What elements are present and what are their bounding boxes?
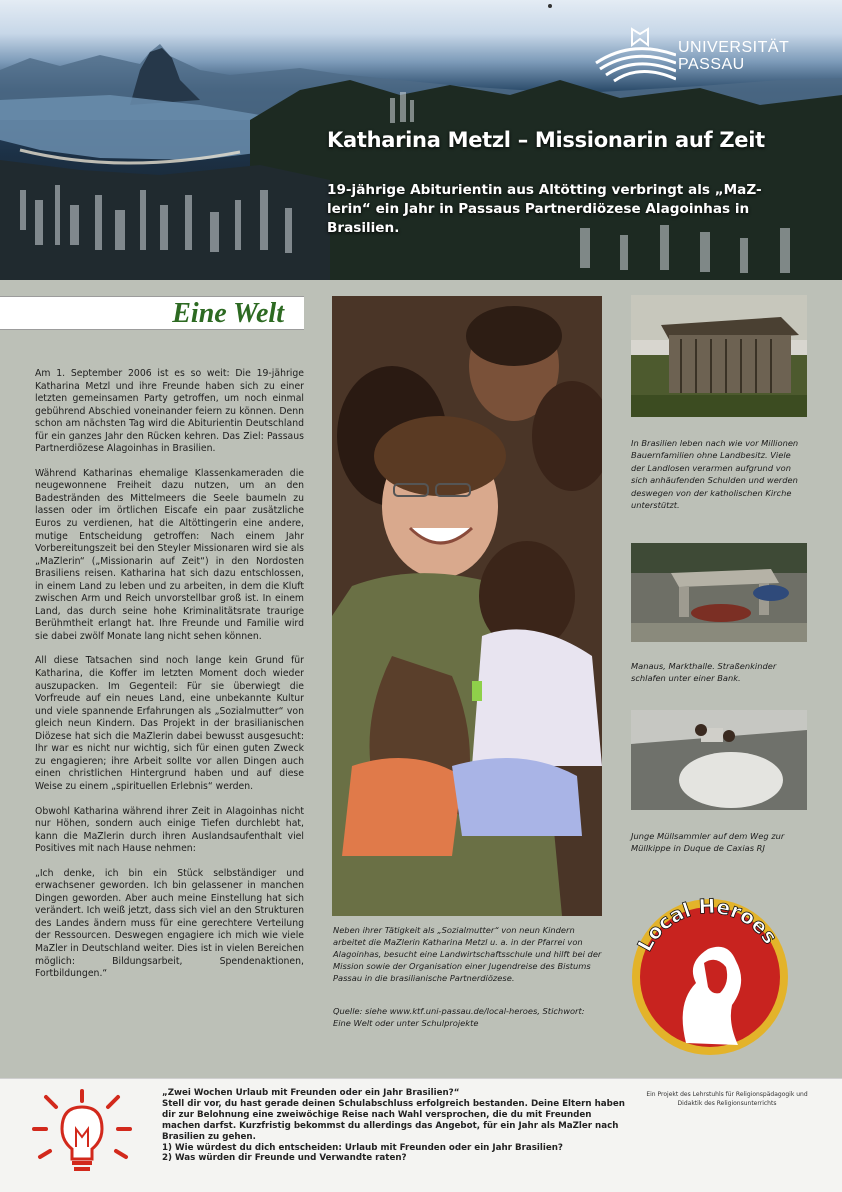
question-item: 2) Was würden dir Freunde und Verwandte raten? bbox=[162, 1153, 407, 1164]
logo-line-1: UNIVERSITÄT bbox=[678, 39, 790, 56]
section-title: Eine Welt bbox=[172, 298, 284, 329]
question-title: „Zwei Wochen Urlaub mit Freunden oder ein Jahr Brasilien?“ bbox=[162, 1088, 460, 1098]
side-photo-waste bbox=[631, 710, 807, 810]
group-portrait-image bbox=[332, 296, 602, 916]
side-caption-1: In Brasilien leben nach wie vor Millionen Bauernfamilien ohne Landbesitz. Viele der Landlosen verarmen aufgrund von sich anhäufenden Schulden und werden deswegen von der katholischen Kirche unterstützt. bbox=[631, 438, 799, 511]
side-photo-hut bbox=[631, 295, 807, 417]
street-children-bench-image bbox=[631, 543, 807, 642]
lightbulb-icon bbox=[28, 1089, 138, 1177]
hut-image bbox=[631, 295, 807, 417]
waste-collectors-image bbox=[631, 710, 807, 810]
question-item: 1) Wie würdest du dich entscheiden: Urlaub mit Freunden oder ein Jahr Brasilien? bbox=[162, 1142, 563, 1153]
source-reference: Quelle: siehe www.ktf.uni-passau.de/local-heroes, Stichwort: Eine Welt oder unter Schulprojekte bbox=[333, 1006, 585, 1028]
side-photo-bench bbox=[631, 543, 807, 642]
header-banner bbox=[0, 0, 842, 280]
article-quote: „Ich denke, ich bin ein Stück selbständiger und erwachsener geworden. Ich bin gelassener in manchen Dingen geworden. Aber auch meine Einstellung hat sich verändert. Ich weiß jetzt, dass sich viel an den Strukturen des Landes ändern muss für eine gerechtere Verteilung der Ressourcen. Deswegen engagiere ich mich wie viele MaZler in Deutschland weiter. Dies ist in vielen Bereichen möglich: Bildungsarbeit, Spendenaktionen, Fortbildungen.“ bbox=[35, 867, 304, 980]
page-subtitle: 19-jährige Abiturientin aus Altötting verbringt als „MaZ-lerin“ ein Jahr in Passaus Partnerdiözese Alagoinhas in Brasilien. bbox=[327, 182, 762, 236]
side-caption-3: Junge Müllsammler auf dem Weg zur Müllkippe in Duque de Caxias RJ bbox=[631, 831, 785, 854]
section-banner bbox=[0, 296, 304, 330]
main-photo-caption: Neben ihrer Tätigkeit als „Sozialmutter“ von neun Kindern arbeitet die MaZlerin Katharina Metzl u. a. in der Pfarrei von Alagoinhas, besucht eine Landwirtschaftsschule und hilft bei der Mission sowie der Organisation einer Jugendreise des Bistums Passau in die brasilianische Partnerdiözese. bbox=[333, 925, 602, 983]
article-paragraph: Am 1. September 2006 ist es so weit: Die 19-jährige Katharina Metzl und ihre Freunde haben sich zu einer letzten gemeinsamen Party getroffen, um noch einmal gebührend Abschied voneinander feiern zu können. Denn schon am nächsten Tag wird die Abiturientin Deutschland für ein ganzes Jahr den Rücken kehren. Das Ziel: Passaus Partnerdiözese Alagoinhas in Brasilien. bbox=[35, 368, 304, 455]
article-body bbox=[35, 368, 304, 993]
article-paragraph: All diese Tatsachen sind noch lange kein Grund für Katharina, die Koffer im letzten Moment doch wieder auszupacken. Im Gegenteil: Für sie überwiegt die Vorfreude auf ein neues Land, eine unbekannte Kultur und viele spannende Erfahrungen als „Sozialmutter“ von gleich neun Kindern. Das Projekt in der brasilianischen Diözese hat sich die MaZlerin dabei bewusst ausgesucht: Ihr war es nicht nur wichtig, sich für einen guten Zweck zu engagieren; ihre Arbeit sollte vor allen Dingen auch einen christlichen Hintergrund haben und auf diese Weise zu einem „spirituellen Erlebnis“ werden. bbox=[35, 655, 304, 792]
university-logo bbox=[592, 25, 822, 87]
local-heroes-emblem-icon bbox=[616, 883, 796, 1063]
question-body: Stell dir vor, du hast gerade deinen Schulabschluss erfolgreich bestanden. Deine Eltern haben dir zur Belohnung eine zweiwöchige Reise nach Wahl versprochen, die du mit Freunden machen darfst. Kurzfristig bekommst du allerdings das Angebot, für ein Jahr als MaZler nach Brasilien zu gehen. bbox=[162, 1098, 625, 1142]
article-paragraph: Obwohl Katharina während ihrer Zeit in Alagoinhas nicht nur Höhen, sondern auch einige Tiefen durchlebt hat, kann die MaZlerin durch ihren Auslandsaufenthalt viel Positives mit nach Hause nehmen: bbox=[35, 805, 304, 855]
local-heroes-badge bbox=[616, 883, 796, 1063]
university-emblem-icon bbox=[592, 25, 676, 85]
project-credit: Ein Projekt des Lehrstuhls für Religionspädagogik und Didaktik des Religionsunterrichts bbox=[646, 1091, 808, 1107]
side-caption-2: Manaus, Markthalle. Straßenkinder schlafen unter einer Bank. bbox=[631, 661, 777, 684]
page-title: Katharina Metzl – Missionarin auf Zeit bbox=[327, 128, 765, 152]
discussion-questions bbox=[162, 1088, 632, 1164]
main-photo-children bbox=[332, 296, 602, 916]
logo-line-2: PASSAU bbox=[678, 56, 745, 73]
article-paragraph: Während Katharinas ehemalige Klassenkameraden die neugewonnene Freiheit dazu nutzen, um an den Badestränden des Mittelmeers die Seele baumeln zu lassen oder im örtlichen Eiscafe ein paar zusätzliche Euros zu verdienen, hat die Altöttingerin eine andere, mutige Entscheidung getroffen: Nach einem Jahr Vorbereitungszeit bei den Steyler Missionaren wird sie als „MaZlerin“ („Missionarin auf Zeit“) in den Nordosten Brasiliens reisen. Katharina hat sich dazu entschlossen, in einem Land zu leben und zu arbeiten, in dem die Kluft zwischen Arm und Reich unvorstellbar groß ist. In einem Land, das durch seine hohe Kriminalitätsrate traurige Berühmtheit erlangt hat. Ihre Freunde und Familie wird sie dabei zwölf Monate lang nicht sehen können. bbox=[35, 467, 304, 642]
badge-label: Local Heroes bbox=[632, 893, 783, 956]
university-name bbox=[678, 39, 789, 73]
